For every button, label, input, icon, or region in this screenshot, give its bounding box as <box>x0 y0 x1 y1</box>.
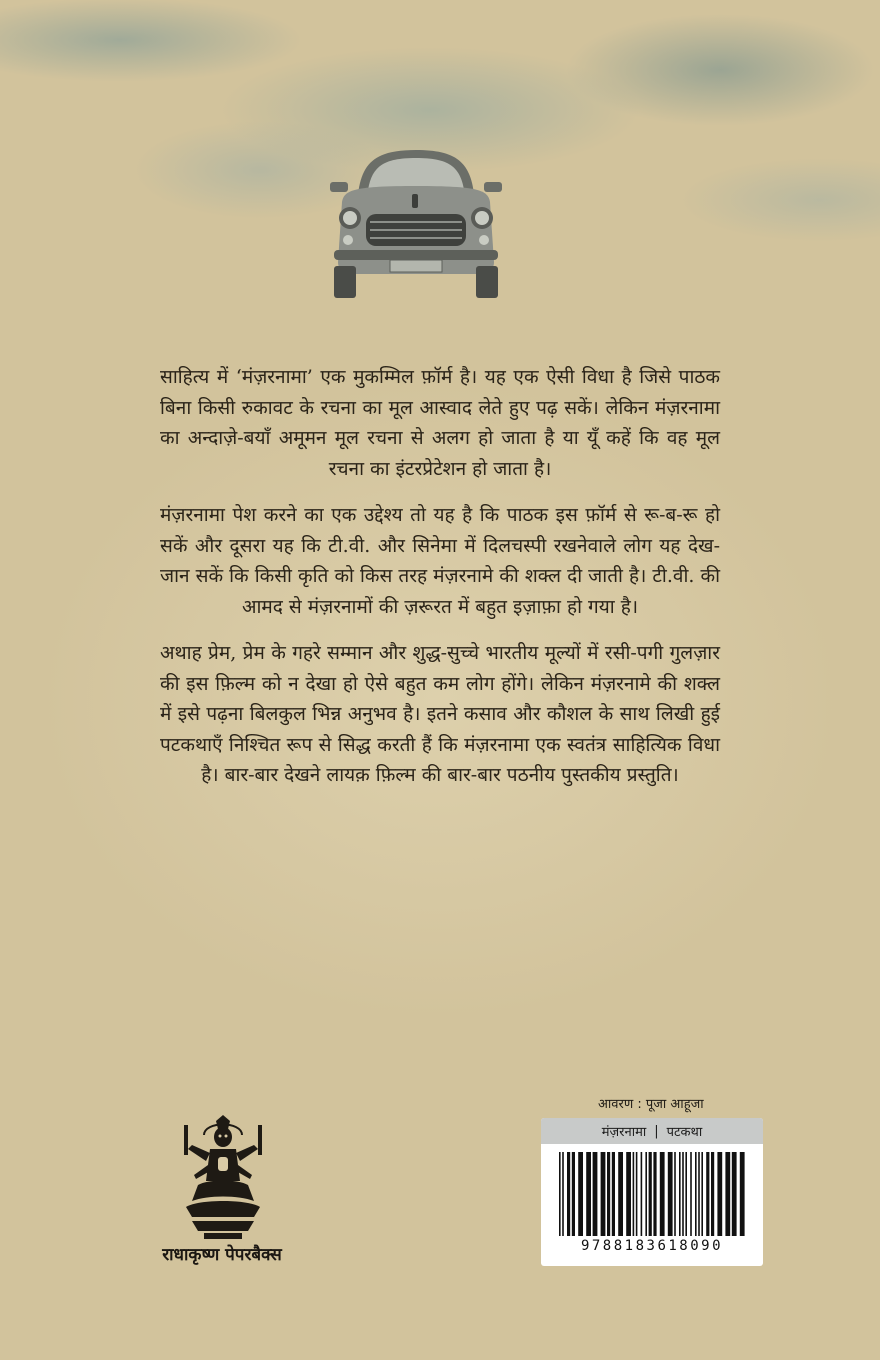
barcode-bar <box>701 1152 703 1236</box>
ambassador-car-icon <box>328 142 504 300</box>
blurb-paragraph-1: साहित्य में ‘मंज़रनामा’ एक मुकम्मिल फ़ॉर्म है। यह एक ऐसी विधा है जिसे पाठक बिना किसी रुकावट के रचना का मूल आस्वाद लेते हुए पढ़ सकें। लेकिन मंज़रनामा का अन्दाज़े-बयाँ अमूमन मूल रचना से अलग हो जाता है या यूँ कहें कि वह मूल रचना का इंटरप्रेटेशन हो जाता है। <box>160 366 720 480</box>
barcode-bar <box>618 1152 623 1236</box>
barcode-bar <box>706 1152 709 1236</box>
barcode-bar <box>679 1152 681 1236</box>
barcode-bar <box>572 1152 575 1236</box>
blurb-paragraph-3: अथाह प्रेम, प्रेम के गहरे सम्मान और शुद्ध-सुच्चे भारतीय मूल्यों में रसी-पगी गुलज़ार की इस फ़िल्म को न देखा हो ऐसे बहुत कम लोग होंगे। लेकिन मंज़रनामे की शक्ल में इसे पढ़ना बिलकुल भिन्न अनुभव है। इतने कसाव और कौशल के साथ लिखी हुई पटकथाएँ निश्चित रूप से सिद्ध करती हैं कि मंज़रनामा एक स्वतंत्र साहित्यिक विधा है। बार-बार देखने लायक़ फ़िल्म की बार-बार पठनीय पुस्तकीय प्रस्तुति। <box>160 642 720 786</box>
barcode-bar <box>682 1152 684 1236</box>
barcode-bar <box>567 1152 570 1236</box>
barcode-bar <box>695 1152 697 1236</box>
barcode-bar <box>674 1152 676 1236</box>
blurb-text <box>160 362 720 807</box>
barcode-bar <box>559 1152 561 1236</box>
barcode-bar <box>725 1152 730 1236</box>
barcode-header <box>541 1118 763 1144</box>
publisher-name: राधाकृष्ण पेपरबैक्स <box>162 1245 282 1265</box>
barcode-bar <box>562 1152 564 1236</box>
barcode-bar <box>653 1152 656 1236</box>
barcode-bar <box>612 1152 615 1236</box>
barcode-bar <box>607 1152 610 1236</box>
barcode-bar <box>578 1152 583 1236</box>
barcode-bar <box>685 1152 687 1236</box>
barcode-bar <box>668 1152 673 1236</box>
barcode-category: मंज़रनामा <box>601 1125 647 1140</box>
barcode-bar <box>717 1152 722 1236</box>
barcode-bar <box>740 1152 745 1236</box>
barcode-bars <box>555 1152 749 1238</box>
barcode-bar <box>641 1152 643 1236</box>
isbn-barcode-box <box>541 1118 763 1266</box>
barcode-bar <box>732 1152 737 1236</box>
barcode-bar <box>698 1152 700 1236</box>
barcode-bar <box>633 1152 635 1236</box>
barcode-bar <box>601 1152 606 1236</box>
barcode-separator: | <box>654 1123 659 1139</box>
cover-credit: आवरण : पूजा आहूजा <box>598 1097 704 1112</box>
barcode-bar <box>690 1152 692 1236</box>
isbn-digits: 9788183618090 <box>580 1238 724 1254</box>
barcode-bar <box>645 1152 647 1236</box>
barcode-bar <box>636 1152 638 1236</box>
blurb-paragraph-2: मंज़रनामा पेश करने का एक उद्देश्य तो यह है कि पाठक इस फ़ॉर्म से रू-ब-रू हो सकें और दूसरा यह कि टी.वी. और सिनेमा में दिलचस्पी रखनेवाले लोग यह देख-जान सकें कि किसी कृति को किस तरह मंज़रनामे की शक्ल दी जाती है। टी.वी. की आमद से मंज़रनामों की ज़रूरत में बहुत इज़ाफ़ा हो गया है। <box>160 504 720 618</box>
barcode-bar <box>649 1152 652 1236</box>
barcode-bar <box>626 1152 631 1236</box>
barcode-bar <box>660 1152 665 1236</box>
barcode-bar <box>711 1152 714 1236</box>
barcode-subcategory: पटकथा <box>666 1125 703 1140</box>
barcode-bar <box>586 1152 591 1236</box>
deity-logo-icon <box>178 1115 268 1241</box>
barcode-bar <box>593 1152 598 1236</box>
